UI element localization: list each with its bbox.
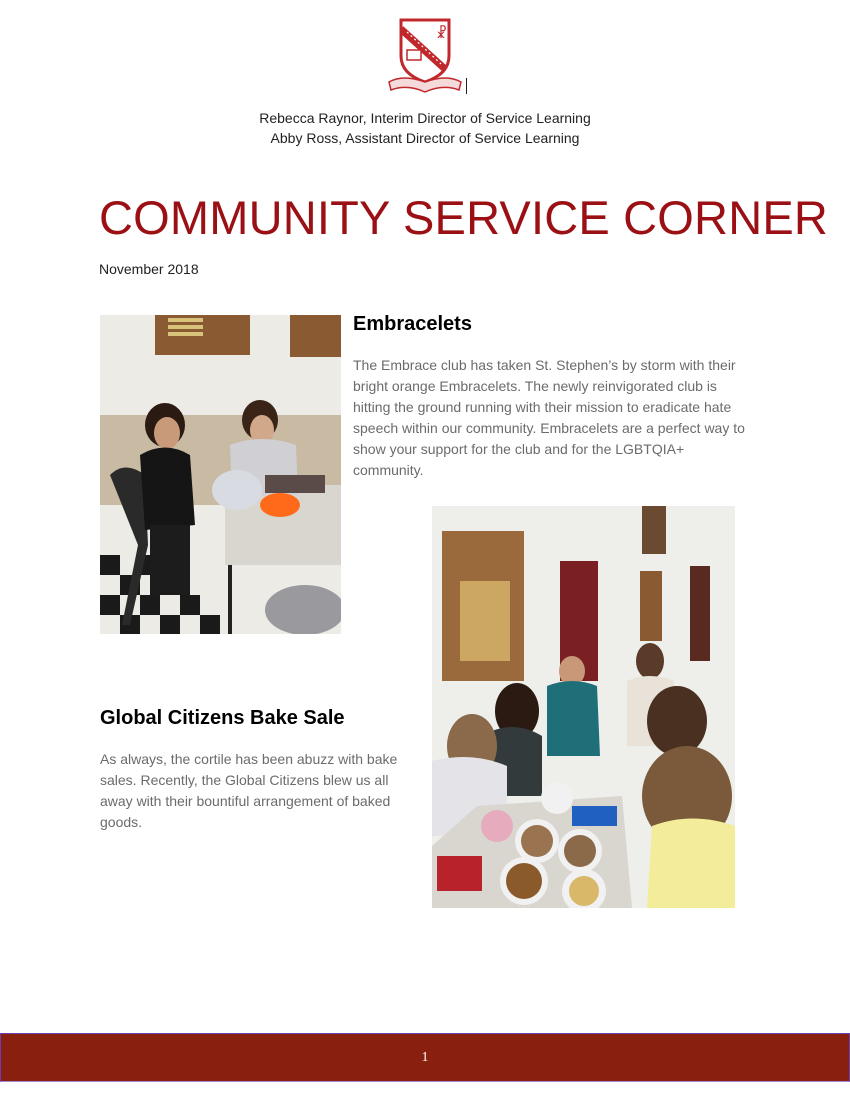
- page-footer: [0, 1033, 850, 1082]
- page-number: 1: [421, 1049, 429, 1065]
- embracelets-photo: [100, 315, 341, 634]
- staff-credits: [0, 108, 850, 148]
- school-crest-icon: [383, 16, 467, 96]
- newsletter-date: November 2018: [99, 261, 199, 277]
- article-body-embracelets: The Embrace club has taken St. Stephen’s by storm with their bright orange Embracelets. The newly reinvigorated club is hitting the ground running with their mission to eradicate hate speech within our community. Embracelets are a perfect way to show your support for the club and for the LGBTQIA+ community.: [353, 357, 745, 478]
- newsletter-title: COMMUNITY SERVICE CORNER: [99, 191, 829, 244]
- staff-line-assistant: Abby Ross, Assistant Director of Service Learning: [270, 130, 580, 146]
- text-cursor: [466, 78, 467, 94]
- bake-sale-photo: [432, 506, 735, 908]
- article-heading-bake-sale: Global Citizens Bake Sale: [100, 707, 345, 729]
- article-heading-embracelets: Embracelets: [353, 313, 472, 335]
- staff-line-director: Rebecca Raynor, Interim Director of Service Learning: [259, 110, 591, 126]
- article-body-bake-sale: As always, the cortile has been abuzz with bake sales. Recently, the Global Citizens blew us all away with their bountiful arrangement of baked goods.: [100, 751, 398, 830]
- svg-text:☧: ☧: [436, 26, 447, 42]
